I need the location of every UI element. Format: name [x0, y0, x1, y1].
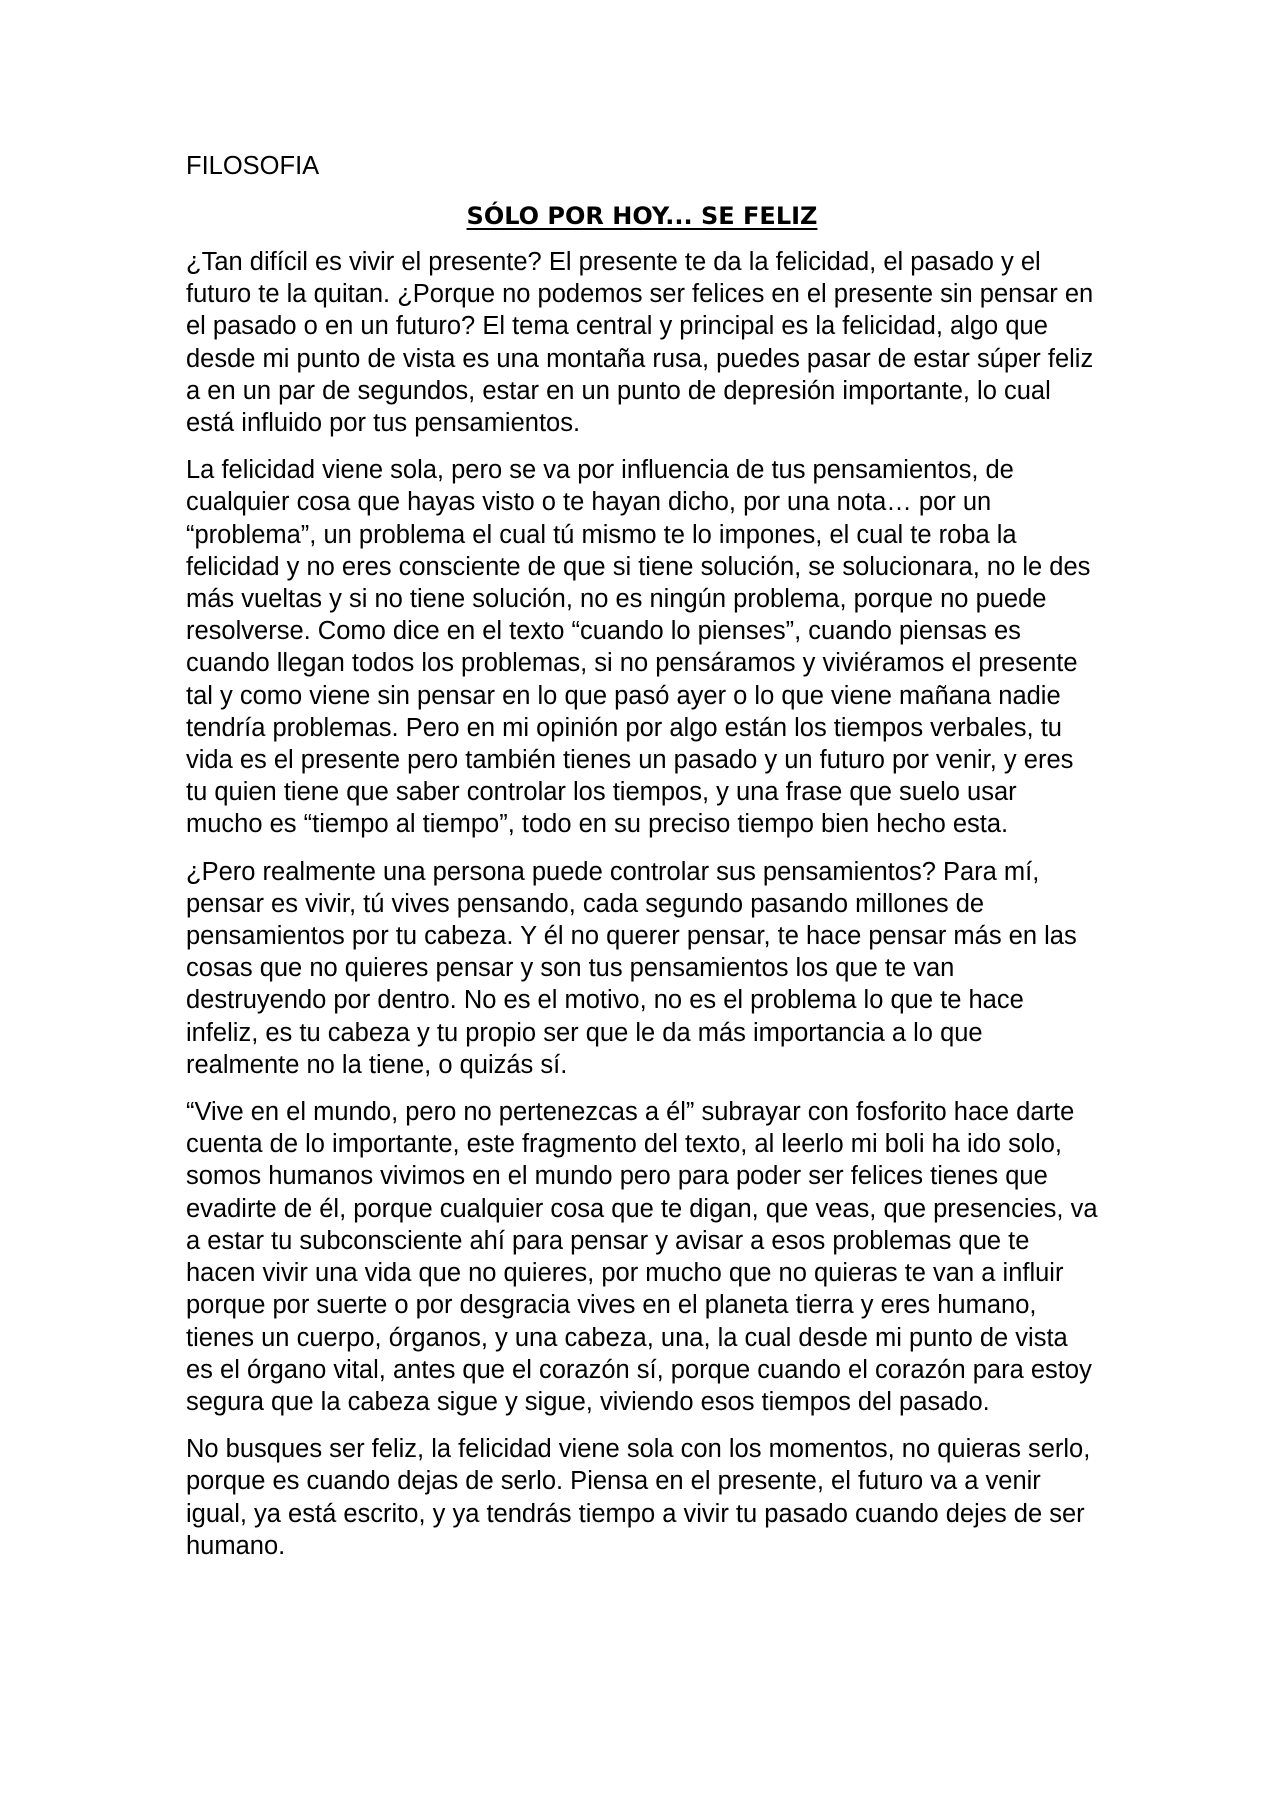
subject-label: FILOSOFIA	[186, 152, 320, 180]
paragraph-1: ¿Tan difícil es vivir el presente? El presente te da la felicidad, el pasado y el futuro te la quitan. ¿Porque no podemos ser felices en el presente sin pensar en el pasado o en un futuro? El tema central y principal es la felicidad, algo que desde mi punto de vista es una montaña rusa, puedes pasar de estar súper feliz a en un par de segundos, estar en un punto de depresión importante, lo cual está influido por tus pensamientos.	[186, 248, 1094, 438]
document-title: SÓLO POR HOY... SE FELIZ	[466, 202, 818, 230]
paragraph-5: No busques ser feliz, la felicidad viene sola con los momentos, no quieras serlo, porque es cuando dejas de serlo. Piensa en el presente, el futuro va a venir igual, ya está escrito, y ya tendrás tiempo a vivir tu pasado cuando dejes de ser humano.	[186, 1435, 1091, 1560]
paragraph-2: La felicidad viene sola, pero se va por influencia de tus pensamientos, de cualquier cosa que hayas visto o te hayan dicho, por una nota… por un “problema”, un problema el cual tú mismo te lo impones, el cual te roba la felicidad y no eres consciente de que si tiene solución, se solucionara, no le des más vueltas y si no tiene solución, no es ningún problema, porque no puede resolverse. Como dice en el texto “cuando lo pienses”, cuando piensas es cuando llegan todos los problemas, si no pensáramos y viviéramos el presente tal y como viene sin pensar en lo que pasó ayer o lo que viene mañana nadie tendría problemas. Pero en mi opinión por algo están los tiempos verbales, tu vida es el presente pero también tienes un pasado y un futuro por venir, y eres tu quien tiene que saber controlar los tiempos, y una frase que suelo usar mucho es “tiempo al tiempo”, todo en su preciso tiempo bien hecho esta.	[186, 456, 1091, 839]
paragraph-4: “Vive en el mundo, pero no pertenezcas a él” subrayar con fosforito hace darte cuenta de lo importante, este fragmento del texto, al leerlo mi boli ha ido solo, somos humanos vivimos en el mundo pero para poder ser felices tienes que evadirte de él, porque cualquier cosa que te digan, que veas, que presencies, va a estar tu subconsciente ahí para pensar y avisar a esos problemas que te hacen vivir una vida que no quieres, por mucho que no quieras te van a influir porque por suerte o por desgracia vives en el planeta tierra y eres humano, tienes un cuerpo, órganos, y una cabeza, una, la cual desde mi punto de vista es el órgano vital, antes que el corazón sí, porque cuando el corazón para estoy segura que la cabeza sigue y sigue, viviendo esos tiempos del pasado.	[186, 1098, 1098, 1416]
paragraph-3: ¿Pero realmente una persona puede controlar sus pensamientos? Para mí, pensar es vivir, tú vives pensando, cada segundo pasando millones de pensamientos por tu cabeza. Y él no querer pensar, te hace pensar más en las cosas que no quieres pensar y son tus pensamientos los que te van destruyendo por dentro. No es el motivo, no es el problema lo que te hace infeliz, es tu cabeza y tu propio ser que le da más importancia a lo que realmente no la tiene, o quizás sí.	[186, 857, 1077, 1079]
document-body	[186, 150, 1098, 1577]
